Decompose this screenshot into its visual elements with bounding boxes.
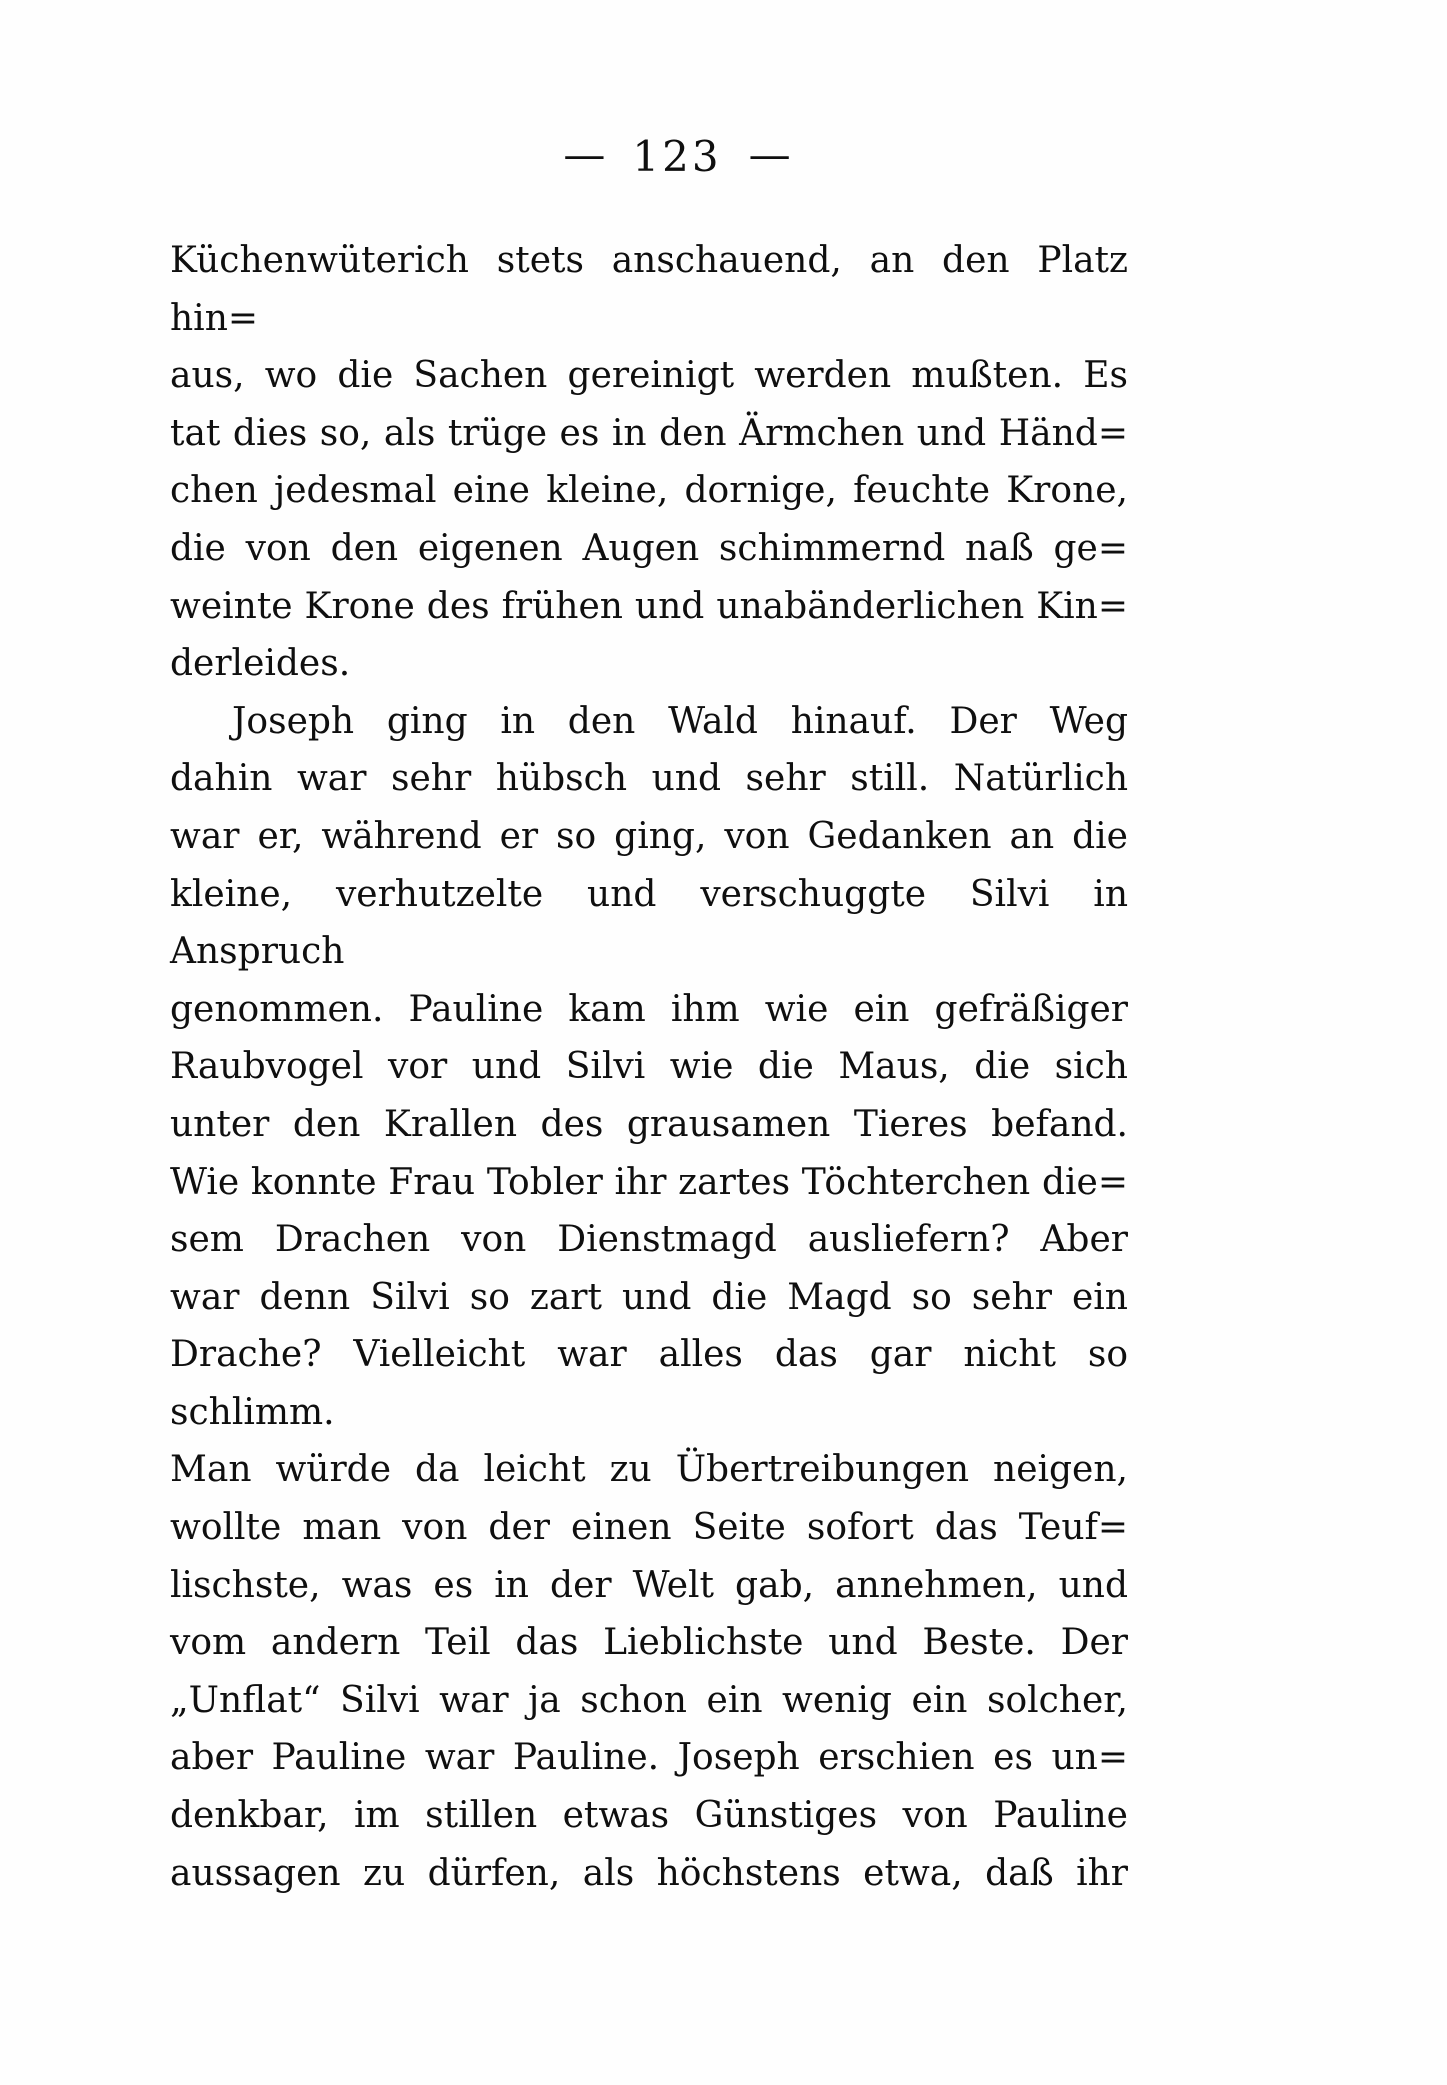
text-line: Küchenwüterich stets anschauend, an den Platz hin=	[170, 240, 1128, 339]
text-line: wollte man von der einen Seite sofort das Teuf=	[170, 1507, 1128, 1549]
text-line: aber Pauline war Pauline. Joseph erschien es un=	[170, 1737, 1128, 1779]
text-line: lischste, was es in der Welt gab, annehmen, und	[170, 1564, 1128, 1606]
body-text	[170, 232, 1128, 1902]
header-rule-left: —	[563, 130, 606, 179]
text-line: aussagen zu dürfen, als höchstens etwa, daß ihr	[170, 1852, 1128, 1894]
text-line: die von den eigenen Augen schimmernd naß ge=	[170, 527, 1128, 569]
text-line: genommen. Pauline kam ihm wie ein gefräßiger	[170, 988, 1128, 1030]
text-line: „Unflat“ Silvi war ja schon ein wenig ein solcher,	[170, 1679, 1128, 1721]
header-rule-right: —	[748, 130, 791, 179]
text-line: aus, wo die Sachen gereinigt werden mußten. Es	[170, 355, 1128, 397]
text-line: chen jedesmal eine kleine, dornige, feuchte Krone,	[170, 470, 1128, 512]
text-line: sem Drachen von Dienstmagd ausliefern? Aber	[170, 1219, 1128, 1261]
page-header	[198, 130, 1156, 181]
page-number: 123	[632, 132, 722, 181]
text-line: Drache? Vielleicht war alles das gar nicht so schlimm.	[170, 1334, 1128, 1433]
text-line: Joseph ging in den Wald hinauf. Der Weg	[232, 700, 1128, 742]
text-line: vom andern Teil das Lieblichste und Beste. Der	[170, 1622, 1128, 1664]
text-line: Raubvogel vor und Silvi wie die Maus, die sich	[170, 1046, 1128, 1088]
text-line: derleides.	[170, 643, 351, 685]
text-line: denkbar, im stillen etwas Günstiges von Pauline	[170, 1795, 1128, 1837]
text-line: dahin war sehr hübsch und sehr still. Natürlich	[170, 758, 1128, 800]
text-line: Wie konnte Frau Tobler ihr zartes Töchterchen die=	[170, 1161, 1128, 1203]
text-line: war er, während er so ging, von Gedanken an die	[170, 815, 1128, 857]
text-line: Man würde da leicht zu Übertreibungen neigen,	[170, 1449, 1128, 1491]
text-line: unter den Krallen des grausamen Tieres befand.	[170, 1103, 1128, 1145]
text-line: war denn Silvi so zart und die Magd so sehr ein	[170, 1276, 1128, 1318]
text-line: kleine, verhutzelte und verschuggte Silvi in Anspruch	[170, 873, 1128, 973]
text-line: tat dies so, als trüge es in den Ärmchen und Händ=	[170, 412, 1128, 454]
text-line: weinte Krone des frühen und unabänderlichen Kin=	[170, 585, 1128, 627]
